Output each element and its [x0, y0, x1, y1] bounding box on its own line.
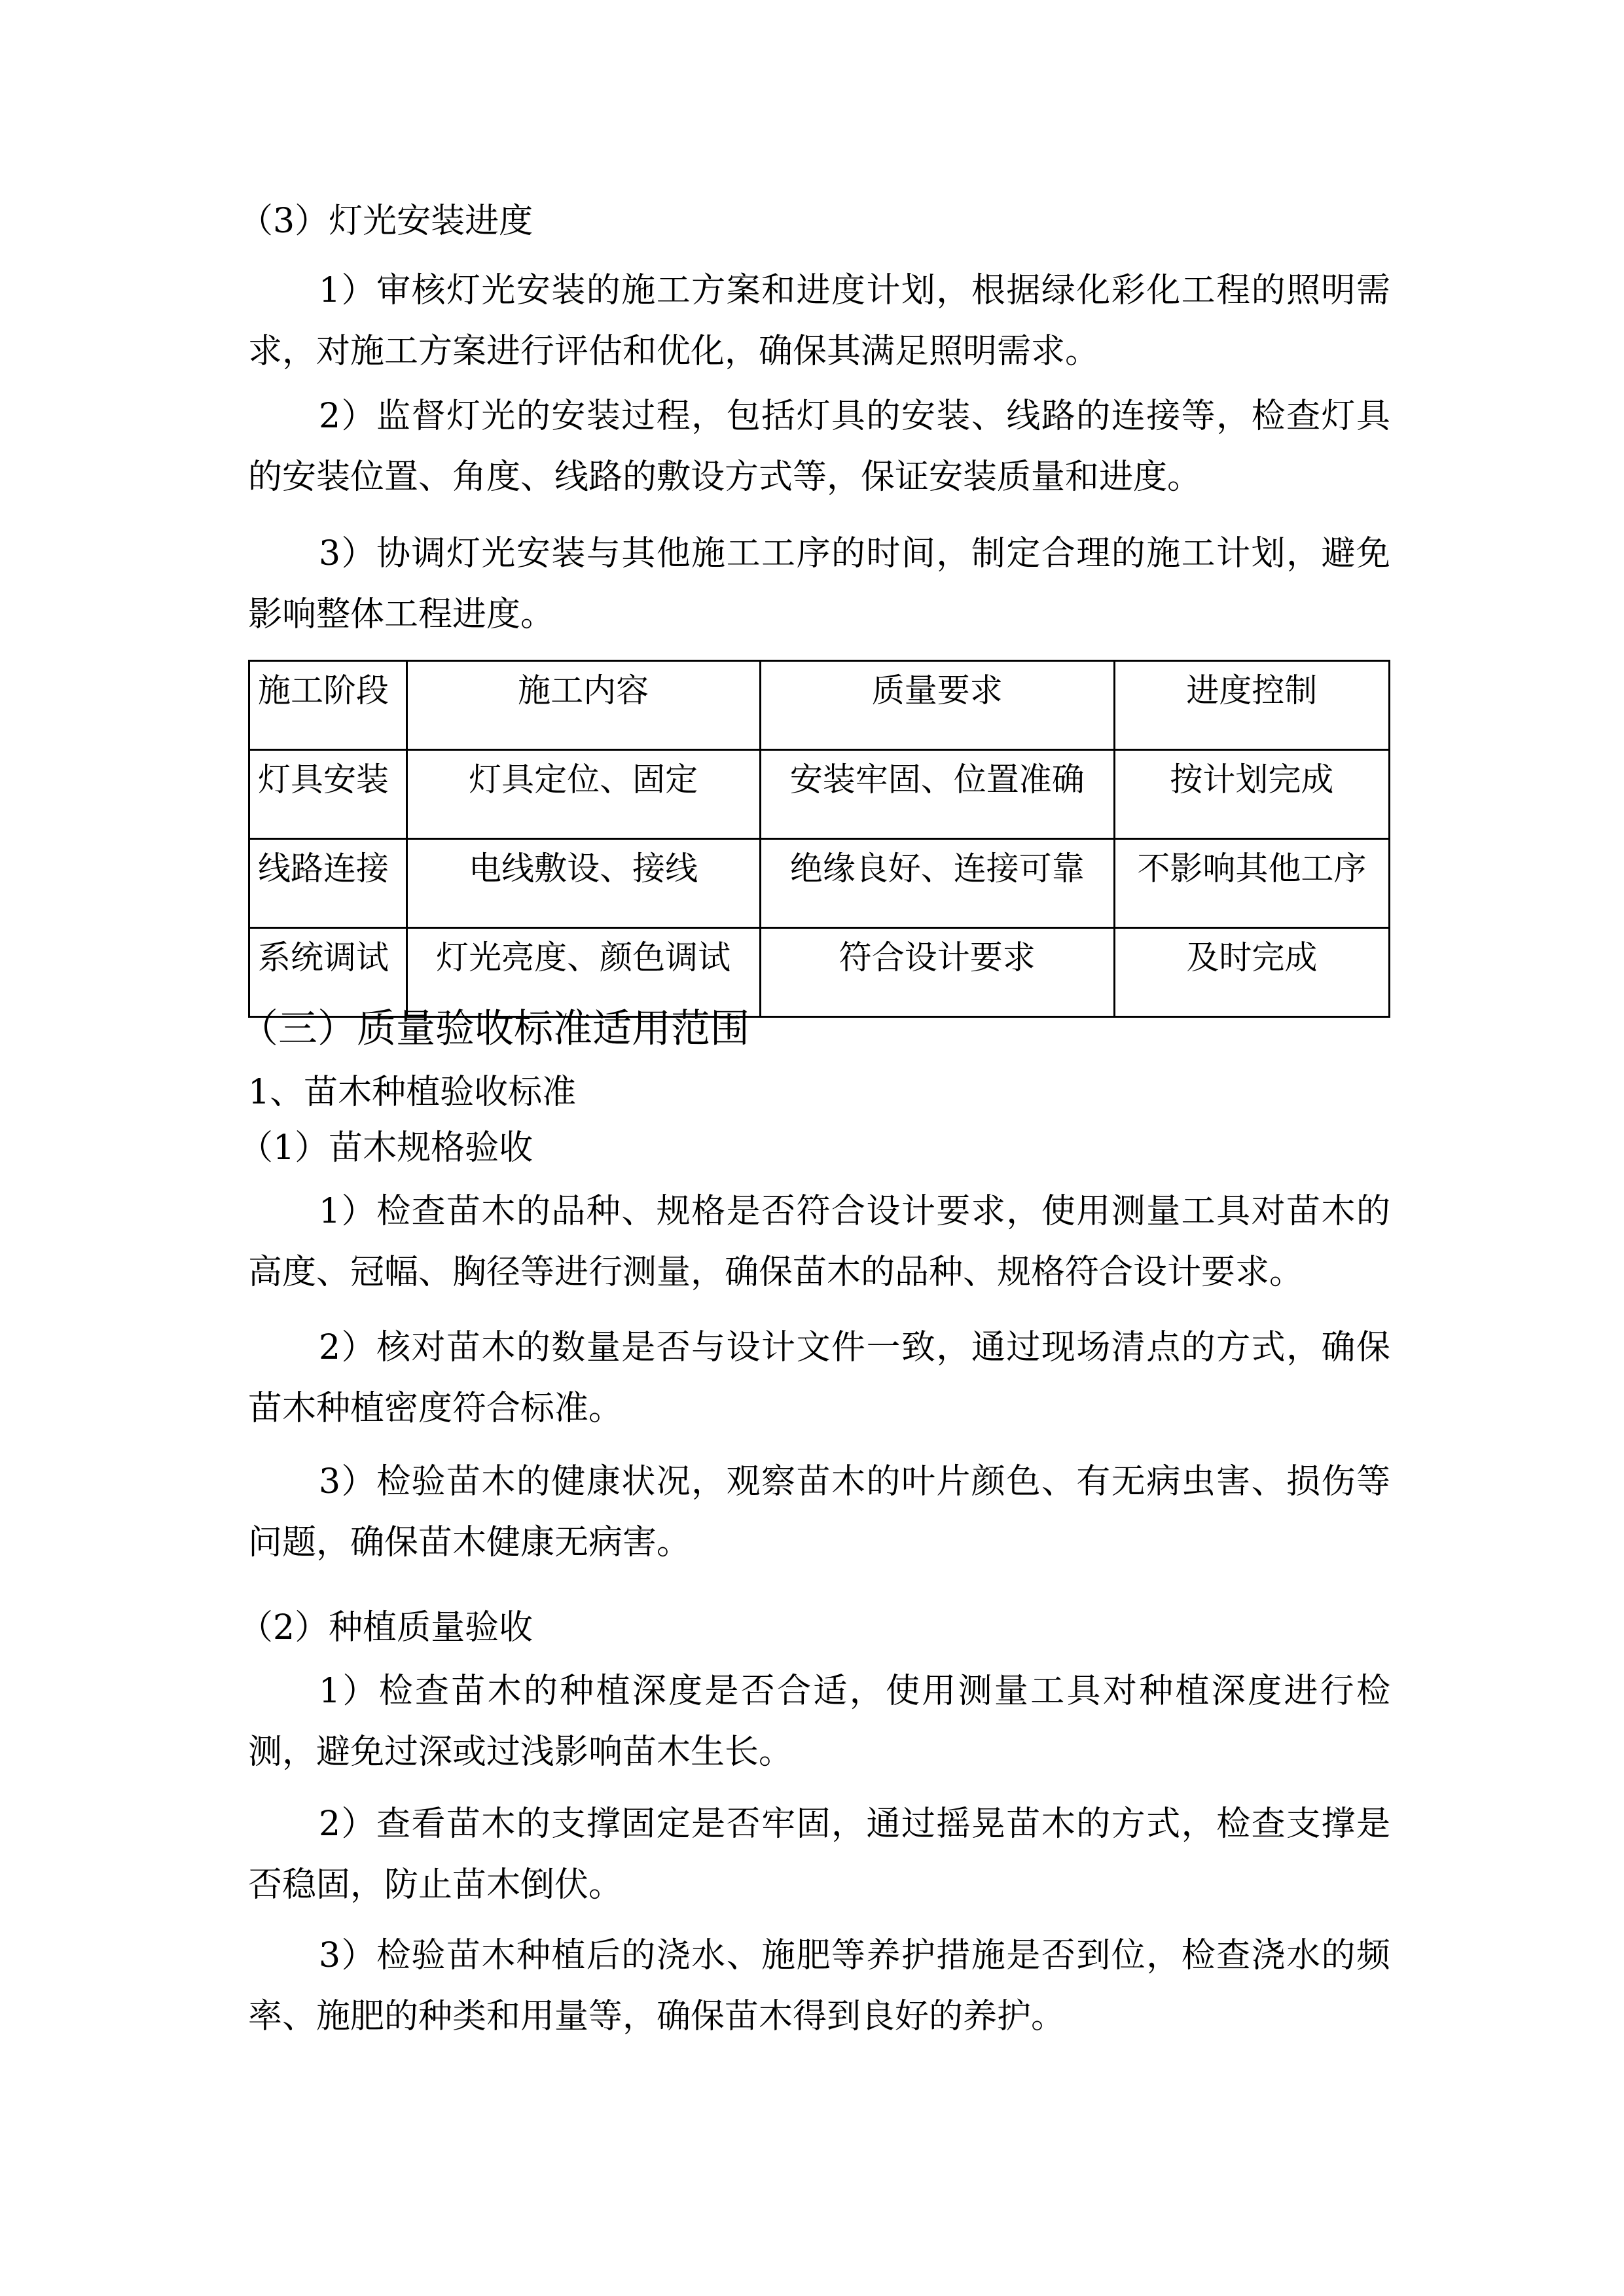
paragraph: 2）监督灯光的安装过程，包括灯具的安装、线路的连接等，检查灯具的安装位置、角度、线路的敷设方式等，保证安装质量和进度。 [248, 397, 1390, 497]
subsection-heading: （3）灯光安装进度 [239, 202, 533, 241]
paragraph: 1）检查苗木的种植深度是否合适，使用测量工具对种植深度进行检测，避免过深或过浅影响苗木生长。 [248, 1672, 1390, 1772]
table-header-row [249, 661, 1390, 750]
table-cell: 不影响其他工序 [1114, 839, 1389, 928]
table-cell: 绝缘良好、连接可靠 [760, 839, 1114, 928]
table-cell: 系统调试 [249, 928, 407, 1017]
table-cell: 电线敷设、接线 [406, 839, 760, 928]
table-cell: 灯具安装 [249, 750, 407, 839]
table-cell: 线路连接 [249, 839, 407, 928]
table-header-cell: 质量要求 [760, 661, 1114, 750]
table-header-cell: 施工阶段 [249, 661, 407, 750]
table-header-cell: 进度控制 [1114, 661, 1389, 750]
table-cell: 灯具定位、固定 [406, 750, 760, 839]
subsection-heading: （2）种植质量验收 [239, 1608, 533, 1647]
chapter-heading: （三）质量验收标准适用范围 [239, 1006, 749, 1052]
paragraph: 2）核对苗木的数量是否与设计文件一致，通过现场清点的方式，确保苗木种植密度符合标准。 [248, 1328, 1390, 1428]
paragraph: 3）检验苗木的健康状况，观察苗木的叶片颜色、有无病虫害、损伤等问题，确保苗木健康无病害。 [248, 1462, 1390, 1562]
table-cell: 及时完成 [1114, 928, 1389, 1017]
lighting-progress-table [248, 660, 1390, 1018]
table-row [249, 839, 1390, 928]
paragraph: 3）协调灯光安装与其他施工工序的时间，制定合理的施工计划，避免影响整体工程进度。 [248, 534, 1390, 634]
table-cell: 安装牢固、位置准确 [760, 750, 1114, 839]
table-header-cell: 施工内容 [406, 661, 760, 750]
paragraph: 2）查看苗木的支撑固定是否牢固，通过摇晃苗木的方式，检查支撑是否稳固，防止苗木倒伏。 [248, 1804, 1390, 1905]
table-cell: 按计划完成 [1114, 750, 1389, 839]
paragraph: 3）检验苗木种植后的浇水、施肥等养护措施是否到位，检查浇水的频率、施肥的种类和用量等，确保苗木得到良好的养护。 [248, 1936, 1390, 2036]
section-heading: 1、苗木种植验收标准 [248, 1073, 577, 1112]
subsection-heading: （1）苗木规格验收 [239, 1128, 533, 1168]
paragraph: 1）审核灯光安装的施工方案和进度计划，根据绿化彩化工程的照明需求，对施工方案进行评估和优化，确保其满足照明需求。 [248, 271, 1390, 371]
table-cell: 灯光亮度、颜色调试 [406, 928, 760, 1017]
table-cell: 符合设计要求 [760, 928, 1114, 1017]
paragraph: 1）检查苗木的品种、规格是否符合设计要求，使用测量工具对苗木的高度、冠幅、胸径等进行测量，确保苗木的品种、规格符合设计要求。 [248, 1192, 1390, 1292]
table-row [249, 750, 1390, 839]
